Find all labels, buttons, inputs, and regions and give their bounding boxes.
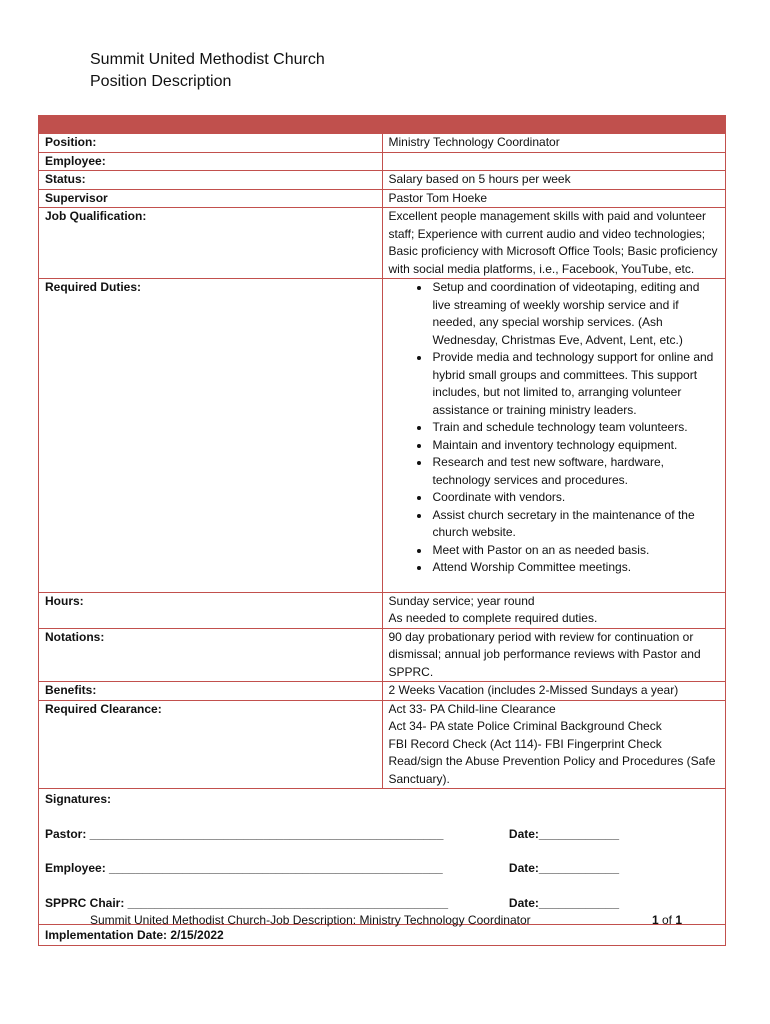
church-name: Summit United Methodist Church xyxy=(90,51,325,68)
implementation-date: Implementation Date: 2/15/2022 xyxy=(39,925,726,946)
row-supervisor xyxy=(39,189,726,208)
document-heading xyxy=(90,49,325,93)
benefits-value: 2 Weeks Vacation (includes 2-Missed Sundays a year) xyxy=(382,682,726,701)
supervisor-value: Pastor Tom Hoeke xyxy=(382,189,726,208)
duty-item: Coordinate with vendors. xyxy=(433,489,720,507)
qualification-value: Excellent people management skills with paid and volunteer staff; Experience with current audio and video technologies; Basic proficiency with Microsoft Office Tools; Basic proficiency with social media platforms, i.e., Facebook, YouTube, etc. xyxy=(382,208,726,279)
clearance-line: Act 33- PA Child-line Clearance xyxy=(388,701,556,716)
qualification-label: Job Qualification: xyxy=(39,208,383,279)
row-implementation xyxy=(39,925,726,946)
hours-label: Hours: xyxy=(39,592,383,628)
page-total: 1 xyxy=(675,913,682,927)
hours-line: Sunday service; year round xyxy=(388,593,535,608)
position-value: Ministry Technology Coordinator xyxy=(382,134,726,153)
employee-value xyxy=(382,152,726,171)
row-notations xyxy=(39,628,726,682)
row-status xyxy=(39,171,726,190)
hours-value xyxy=(382,592,726,628)
duty-item: Train and schedule technology team volunteers. xyxy=(433,419,720,437)
notations-value: 90 day probationary period with review for continuation or dismissal; annual job performance reviews with Pastor and SPPRC. xyxy=(382,628,726,682)
document-title: Position Description xyxy=(90,73,232,90)
employee-date-line: Date:____________ xyxy=(508,861,619,875)
duty-item: Meet with Pastor on an as needed basis. xyxy=(433,542,720,560)
row-signatures xyxy=(39,789,726,925)
employee-signature-row xyxy=(45,860,619,878)
duty-item: Attend Worship Committee meetings. xyxy=(433,559,720,577)
page-current: 1 xyxy=(651,913,659,927)
page-of: of xyxy=(658,913,676,927)
row-clearance xyxy=(39,700,726,789)
employee-signature-line: Employee: __________________________________________________ xyxy=(45,861,443,875)
clearance-line: Act 34- PA state Police Criminal Background Check xyxy=(388,719,662,733)
position-label: Position: xyxy=(39,134,383,153)
clearance-label: Required Clearance: xyxy=(39,700,383,789)
status-value: Salary based on 5 hours per week xyxy=(382,171,726,190)
position-table xyxy=(38,115,726,946)
duties-value xyxy=(382,279,726,593)
row-employee xyxy=(39,152,726,171)
row-benefits xyxy=(39,682,726,701)
pastor-date-line: Date:____________ xyxy=(508,826,619,841)
row-qualification xyxy=(39,208,726,279)
pastor-signature-row xyxy=(45,826,619,844)
table-header-bar xyxy=(39,116,726,134)
sppr-date-line: Date:____________ xyxy=(508,895,619,910)
duty-item: Assist church secretary in the maintenance of the church website. xyxy=(433,507,720,542)
notations-label: Notations: xyxy=(39,628,383,682)
page-footer xyxy=(90,913,682,927)
row-hours xyxy=(39,592,726,628)
signatures-title: Signatures: xyxy=(45,792,112,806)
pastor-signature-line: Pastor: _____________________________________________________ xyxy=(45,826,444,841)
footer-text: Summit United Methodist Church-Job Description: Ministry Technology Coordinator xyxy=(90,913,531,927)
sppr-signature-row xyxy=(45,895,619,913)
hours-line: As needed to complete required duties. xyxy=(388,611,598,625)
duty-item: Research and test new software, hardware, technology services and procedures. xyxy=(433,454,720,489)
duties-label: Required Duties: xyxy=(39,279,383,593)
duty-item: Provide media and technology support for online and hybrid small groups and committees. This support includes, but not limited to, arranging volunteer assistance or training ministry leaders. xyxy=(433,349,720,419)
duty-item: Maintain and inventory technology equipment. xyxy=(433,437,720,455)
signatures-block xyxy=(39,789,726,925)
clearance-line: Read/sign the Abuse Prevention Policy and Procedures (Safe Sanctuary). xyxy=(388,754,716,786)
page-number xyxy=(652,913,682,927)
status-label: Status: xyxy=(39,171,383,190)
employee-label: Employee: xyxy=(39,152,383,171)
clearance-line: FBI Record Check (Act 114)- FBI Fingerprint Check xyxy=(388,736,662,751)
duty-item: Setup and coordination of videotaping, editing and live streaming of weekly worship service and if needed, any special worship services. (Ash Wednesday, Christmas Eve, Advent, Lent, etc.) xyxy=(433,279,720,349)
clearance-value xyxy=(382,700,726,789)
duties-list xyxy=(389,279,720,577)
sppr-signature-line: SPPRC Chair: ________________________________________________ xyxy=(45,895,449,910)
row-position xyxy=(39,134,726,153)
supervisor-label: Supervisor xyxy=(39,189,383,208)
benefits-label: Benefits: xyxy=(39,682,383,701)
row-duties xyxy=(39,279,726,593)
